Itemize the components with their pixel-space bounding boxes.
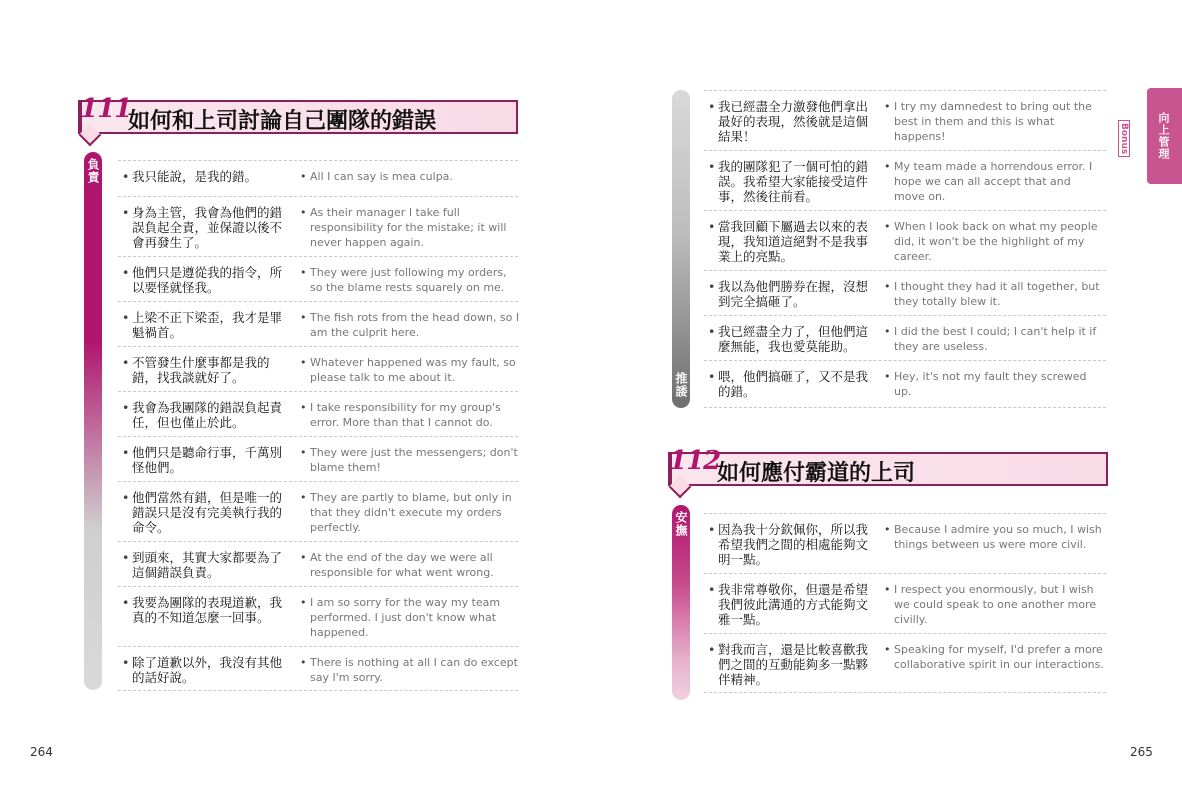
right-bottom-side-label: 安撫 (674, 511, 688, 537)
phrase-chinese: • 我已經盡全力激發他們拿出最好的表現，然後就是這個結果！ (718, 99, 874, 144)
section-112-title: 如何應付霸道的上司 (717, 461, 916, 486)
phrase-chinese: • 因為我十分欽佩你，所以我希望我們之間的相處能夠文明一點。 (718, 522, 874, 567)
phrase-chinese: • 身為主管，我會為他們的錯誤負起全責，並保證以後不會再發生了。 (132, 205, 288, 250)
phrase-english: • Hey, it's not my fault they screwed up. (894, 369, 1104, 399)
phrase-row (118, 436, 518, 481)
section-111-number: 111 (80, 94, 132, 124)
phrase-english: • As their manager I take full responsibility for the mistake; it will never happen again. (310, 205, 520, 250)
phrase-row (118, 391, 518, 436)
right-bottom-row-list (704, 513, 1106, 693)
phrase-row (118, 646, 518, 691)
phrase-row (704, 150, 1106, 210)
phrase-chinese: • 他們只是遵從我的指令，所以要怪就怪我。 (132, 265, 288, 295)
phrase-row (704, 513, 1106, 573)
phrase-english: • At the end of the day we were all responsible for what went wrong. (310, 550, 520, 580)
phrase-english: • My team made a horrendous error. I hope we can all accept that and move on. (894, 159, 1104, 204)
phrase-chinese: • 我非常尊敬你，但還是希望我們彼此溝通的方式能夠文雅一點。 (718, 582, 874, 627)
page-number-right: 265 (1130, 745, 1153, 759)
phrase-chinese: • 我只能說，是我的錯。 (132, 169, 288, 184)
phrase-chinese: • 對我而言，還是比較喜歡我們之間的互動能夠多一點夥伴精神。 (718, 642, 874, 687)
phrase-chinese: • 他們只是聽命行事，千萬別怪他們。 (132, 445, 288, 475)
phrase-chinese: • 我會為我團隊的錯誤負起責任，但也僅止於此。 (132, 400, 288, 430)
phrase-english: • When I look back on what my people did, it won't be the highlight of my career. (894, 219, 1104, 264)
phrase-english: • I thought they had it all together, but they totally blew it. (894, 279, 1104, 309)
phrase-english: • They were just following my orders, so the blame rests squarely on me. (310, 265, 520, 295)
phrase-chinese: • 除了道歉以外，我沒有其他的話好說。 (132, 655, 288, 685)
phrase-english: • I respect you enormously, but I wish we could speak to one another more civilly. (894, 582, 1104, 627)
phrase-row (704, 210, 1106, 270)
phrase-chinese: • 當我回顧下屬過去以來的表現，我知道這絕對不是我事業上的亮點。 (718, 219, 874, 264)
phrase-english: • They are partly to blame, but only in that they didn't execute my orders perfectly. (310, 490, 520, 535)
phrase-chinese: • 到頭來，其實大家都要為了這個錯誤負責。 (132, 550, 288, 580)
phrase-chinese: • 我要為團隊的表現道歉，我真的不知道怎麼一回事。 (132, 595, 288, 625)
section-112-number: 112 (669, 446, 721, 476)
phrase-english: • They were just the messengers; don't blame them! (310, 445, 520, 475)
phrase-chinese: • 我以為他們勝券在握，沒想到完全搞砸了。 (718, 279, 874, 309)
phrase-english: • There is nothing at all I can do except say I'm sorry. (310, 655, 520, 685)
right-top-side-bar (672, 90, 690, 408)
bonus-badge: Bonus (1118, 120, 1130, 157)
phrase-chinese: • 不管發生什麼事都是我的錯，找我談就好了。 (132, 355, 288, 385)
page-number-left: 264 (30, 745, 53, 759)
phrase-row (704, 270, 1106, 315)
phrase-chinese: • 喂，他們搞砸了，又不是我的錯。 (718, 369, 874, 399)
phrase-row (118, 196, 518, 256)
phrase-chinese: • 上梁不正下梁歪，我才是罪魁禍首。 (132, 310, 288, 340)
phrase-english: • Whatever happened was my fault, so please talk to me about it. (310, 355, 520, 385)
phrase-english: • I take responsibility for my group's error. More than that I cannot do. (310, 400, 520, 430)
phrase-english: • All I can say is mea culpa. (310, 169, 520, 184)
left-row-list (118, 160, 518, 691)
phrase-english: • Because I admire you so much, I wish things between us were more civil. (894, 522, 1104, 552)
phrase-english: • Speaking for myself, I'd prefer a more collaborative spirit in our interactions. (894, 642, 1104, 672)
phrase-row (118, 346, 518, 391)
phrase-row (118, 301, 518, 346)
phrase-chinese: • 他們當然有錯，但是唯一的錯誤只是沒有完美執行我的命令。 (132, 490, 288, 535)
phrase-english: • I am so sorry for the way my team performed. I just don't know what happened. (310, 595, 520, 640)
phrase-row (118, 256, 518, 301)
phrase-row (704, 633, 1106, 693)
phrase-row (704, 90, 1106, 150)
right-page (591, 0, 1182, 800)
phrase-english: • The fish rots from the head down, so I am the culprit here. (310, 310, 520, 340)
phrase-row (118, 160, 518, 196)
phrase-english: • I did the best I could; I can't help it if they are useless. (894, 324, 1104, 354)
phrase-row (704, 360, 1106, 408)
right-top-row-list (704, 90, 1106, 408)
chapter-side-tab-label: 向上管理 (1157, 112, 1170, 160)
phrase-row (704, 573, 1106, 633)
left-side-label: 負責 (86, 158, 100, 184)
phrase-row (118, 481, 518, 541)
section-111-title: 如何和上司討論自己團隊的錯誤 (128, 109, 437, 134)
phrase-row (704, 315, 1106, 360)
phrase-english: • I try my damnedest to bring out the best in them and this is what happens! (894, 99, 1104, 144)
left-side-bar (84, 152, 102, 690)
phrase-row (118, 586, 518, 646)
right-top-side-label: 推諉 (674, 372, 688, 398)
phrase-chinese: • 我的團隊犯了一個可怕的錯誤。我希望大家能接受這件事，然後往前看。 (718, 159, 874, 204)
phrase-chinese: • 我已經盡全力了，但他們這麼無能，我也愛莫能助。 (718, 324, 874, 354)
phrase-row (118, 541, 518, 586)
